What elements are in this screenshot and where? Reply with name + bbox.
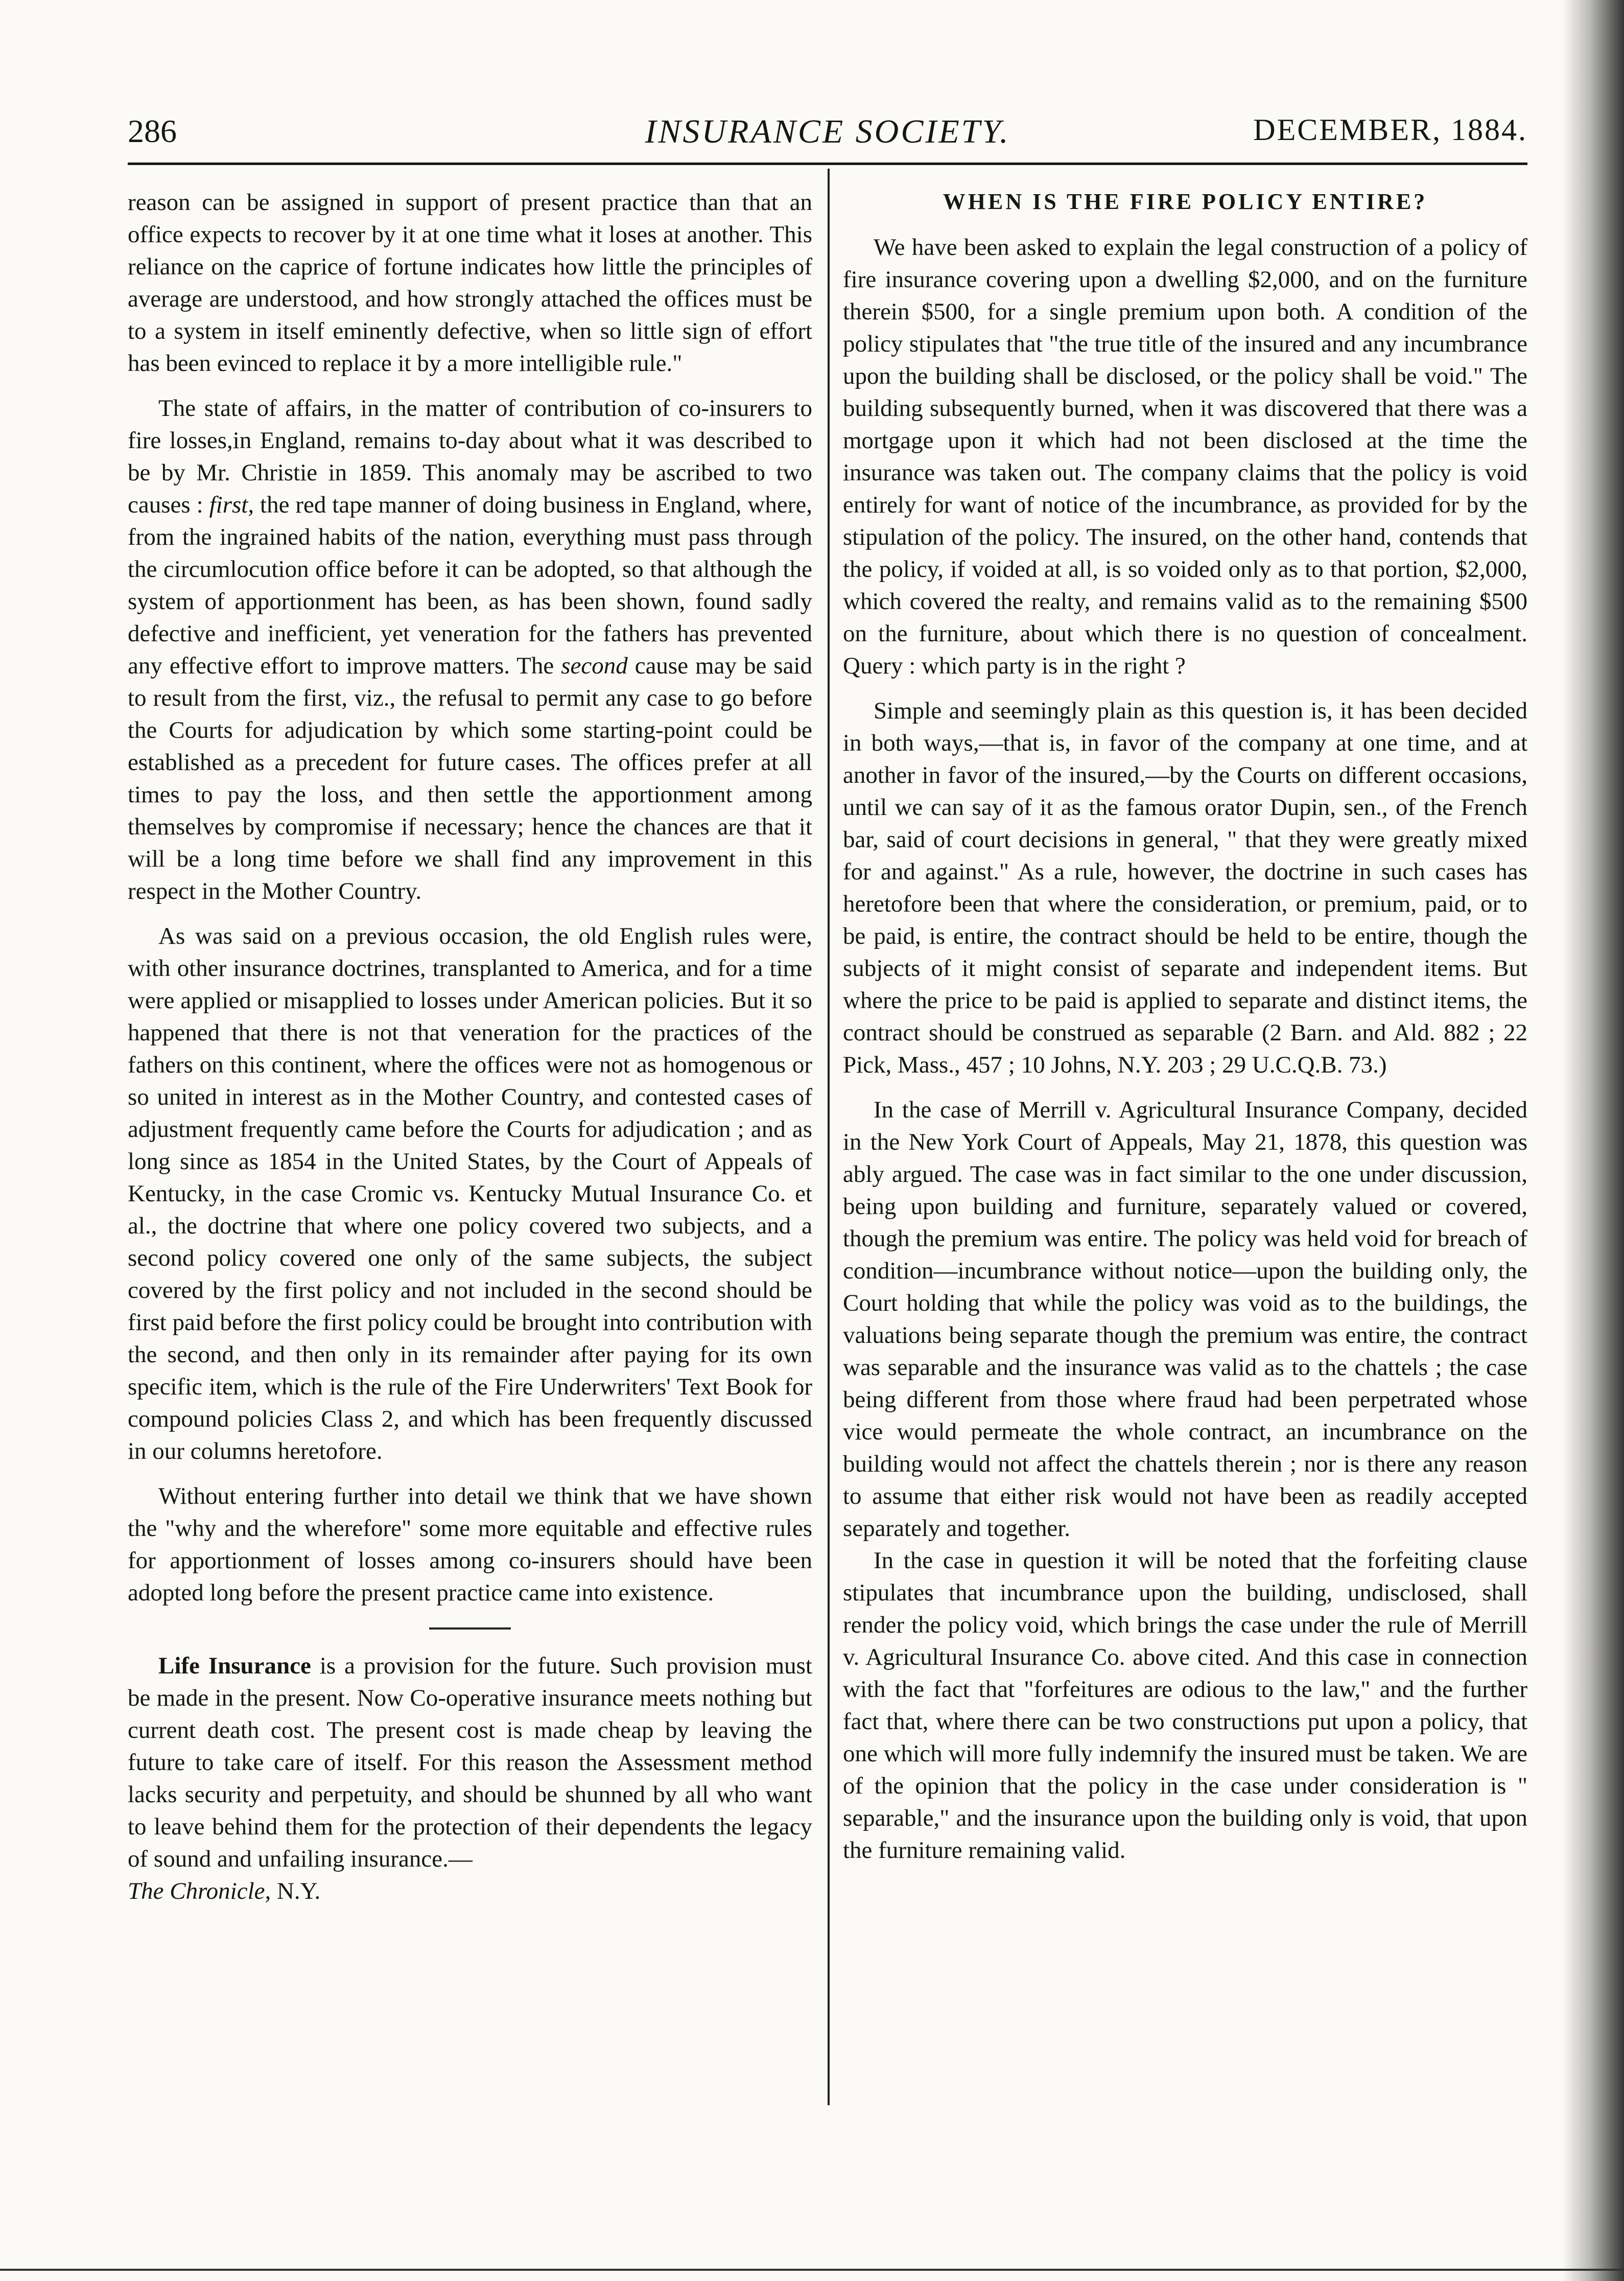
source-citation-tail: N.Y. <box>271 1878 321 1904</box>
source-citation: The Chronicle, <box>128 1878 271 1904</box>
left-paragraph-2 <box>128 392 812 907</box>
left-paragraph-3: As was said on a previous occasion, the old English rules were, with other insurance doctrines, transplanted to America, and for a time were applied or misapplied to losses under American policies. But it so happened that there is not that veneration for the practices of the fathers on this continent, where the offices were not as homogenous or so united in interest as in the Mother Country, and contested cases of adjustment frequently came before the Courts for adjudication ; and as long since as 1854 in the United States, by the Court of Appeals of Kentucky, in the case Cromic vs. Kentucky Mutual Insurance Co. et al., the doctrine that where one policy covered two subjects, and a second policy covered one only of the same subjects, the subject covered by the first policy and not included in the second should be first paid before the first policy could be brought into contribution with the second, and then only in its remainder after paying for its own specific item, which is the rule of the Fire Underwriters' Text Book for compound policies Class 2, and which has been frequently discussed in our columns heretofore. <box>128 923 812 1464</box>
left-p2-text-b: the red tape manner of doing business in England, where, from the ingrained habits of the nation, everything must pass through the circumlocution office before it can be adopted, so that although the system of apportionment has been, as has been shown, found sadly defective and inefficient, yet veneration for the fathers has prevented any effective effort to improve matters. The <box>128 492 812 679</box>
life-insurance-note <box>128 1650 812 1907</box>
life-insurance-lead: Life Insurance <box>158 1652 311 1679</box>
left-p2-second: second <box>561 653 628 679</box>
page-header <box>128 112 1527 164</box>
life-insurance-body: is a provision for the future. Such provision must be made in the present. Now Co-operative insurance meets nothing but current death cost. The present cost is made cheap by leaving the future to take care of itself. For this reason the Assessment method lacks security and perpetuity, and should be shunned by all who want to leave behind them for the protection of their dependents the legacy of sound and unfailing insurance.— <box>128 1652 812 1872</box>
page-bottom-edge <box>0 2269 1624 2271</box>
left-column <box>128 187 812 1907</box>
left-p2-text-c: cause may be said to result from the first, viz., the refusal to permit any case to go before the Courts for adjudication by which some starting-point could be established as a precedent for future cases. The offices prefer at all times to pay the loss, and then settle the apportionment among themselves by compromise if necessary; hence the chances are that it will be a long time before we shall find any improvement in this respect in the Mother Country. <box>128 653 812 904</box>
left-p2-text-a: The state of affairs, in the matter of contribution of co-insurers to fire losses,in England, remains to-day about what it was described to be by Mr. Christie in 1859. This anomaly may be ascribed to two causes : <box>128 395 812 518</box>
right-paragraph-1: We have been asked to explain the legal construction of a policy of fire insurance covering upon a dwelling $2,000, and on the furniture therein $500, for a single premium upon both. A condition of the policy stipulates that "the true title of the insured and any incumbrance upon the building shall be disclosed, or the policy shall be void." The building subsequently burned, when it was discovered that there was a mortgage upon it which had not been disclosed at the time the insurance was taken out. The company claims that the policy is void entirely for want of notice of the incumbrance, as provided for by the stipulation of the policy. The insured, on the other hand, contends that the policy, if voided at all, is so voided only as to that portion, $2,000, which covered the realty, and remains valid as to the remaining $500 on the furniture, about which there is no question of concealment. Query : which party is in the right ? <box>843 234 1527 679</box>
right-paragraph-2: Simple and seemingly plain as this question is, it has been decided in both ways,—that is, in favor of the company at one time, and at another in favor of the insured,—by the Courts on different occasions, until we can say of it as the famous orator Dupin, sen., of the French bar, said of court decisions in general, " that they were greatly mixed for and against." As a rule, however, the doctrine in such cases has heretofore been that where the consideration, or premium, paid, or to be paid, is entire, the contract should be held to be entire, though the subjects of it might consist of separate and independent items. But where the price to be paid is applied to separate and distinct items, the contract should be construed as separable (2 Barn. and Ald. 882 ; 22 Pick, Mass., 457 ; 10 Johns, N.Y. 203 ; 29 U.C.Q.B. 73.) <box>843 697 1527 1078</box>
article-heading: WHEN IS THE FIRE POLICY ENTIRE? <box>943 189 1428 214</box>
left-paragraph-1: reason can be assigned in support of present practice than that an office expects to recover by it at one time what it loses at another. This reliance on the caprice of fortune indicates how little the principles of average are understood, and how strongly attached the offices must be to a system in itself eminently defective, when so little sign of effort has been evinced to replace it by a more intelligible rule." <box>128 189 812 377</box>
column-divider <box>828 169 830 2105</box>
issue-date: DECEMBER, 1884. <box>1253 113 1527 147</box>
right-paragraph-4: In the case in question it will be noted that the forfeiting clause stipulates that incumbrance upon the building, undisclosed, shall render the policy void, which brings the case under the rule of Merrill v. Agricultural Insurance Co. above cited. And this case in connection with the fact that "forfeitures are odious to the law," and the further fact that, where there can be two constructions put upon a policy, that one which will more fully indemnify the insured must be taken. We are of the opinion that the policy in the case under consideration is " separable," and the insurance upon the building only is void, that upon the furniture remaining valid. <box>843 1547 1527 1864</box>
page-number: 286 <box>128 113 177 149</box>
page-edge-shadow <box>1563 0 1624 2281</box>
right-paragraph-3: In the case of Merrill v. Agricultural Insurance Company, decided in the New York Court of Appeals, May 21, 1878, this question was ably argued. The case was in fact similar to the one under discussion, being upon building and furniture, separately valued or covered, though the premium was entire. The policy was held void for breach of condition—incumbrance without notice—upon the building only, the Court holding that while the policy was void as to the buildings, the valuations being separate though the premium was entire, the contract was separable and the insurance was valid as to the chattels ; the case being different from those where fraud had been perpetrated whose vice would permeate the whole contract, an incumbrance on the building would not affect the chattels therein ; nor is there any reason to assume that either risk would not have been as readily accepted separately and together. <box>843 1097 1527 1542</box>
left-p2-first: first, <box>209 492 254 518</box>
header-rule <box>128 162 1527 165</box>
journal-title: INSURANCE SOCIETY. <box>645 113 1010 150</box>
section-divider <box>429 1627 511 1630</box>
left-paragraph-4: Without entering further into detail we think that we have shown the "why and the wherefore" some more equitable and effective rules for apportionment of losses among co-insurers should have been adopted long before the present practice came into existence. <box>128 1483 812 1606</box>
right-column <box>843 187 1527 1867</box>
